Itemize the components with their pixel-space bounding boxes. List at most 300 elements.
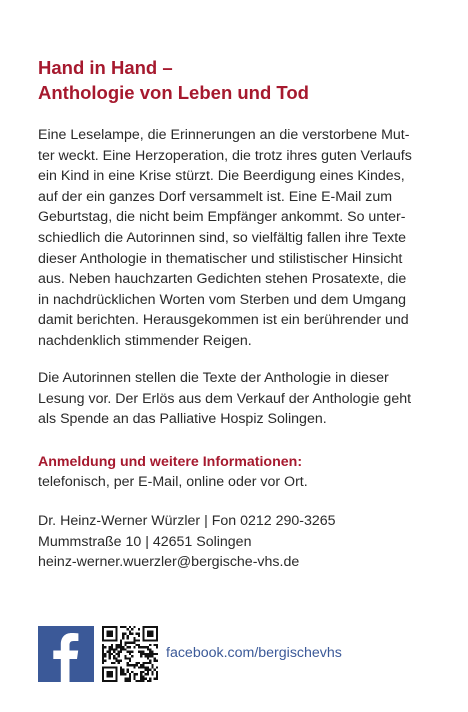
text-line: schiedlich die Autorinnen sind, so vielfältig fallen ihre Texte [38, 229, 407, 246]
qr-module [156, 630, 158, 632]
qr-module [151, 633, 153, 635]
qr-module [115, 653, 117, 655]
qr-module [118, 655, 120, 657]
qr-module [151, 626, 153, 628]
qr-module [118, 646, 120, 648]
qr-module [156, 635, 158, 637]
qr-module [140, 655, 142, 657]
qr-module [124, 657, 126, 659]
qr-module [109, 675, 111, 677]
qr-module [156, 673, 158, 675]
qr-module [142, 664, 144, 666]
description-paragraph-1 [38, 125, 450, 352]
qr-module [106, 635, 108, 637]
qr-module [154, 639, 156, 641]
qr-module [102, 666, 104, 668]
qr-module [145, 662, 147, 664]
qr-module [136, 673, 138, 675]
qr-module [156, 666, 158, 668]
qr-module [129, 646, 131, 648]
qr-module [138, 635, 140, 637]
qr-module [140, 673, 142, 675]
qr-module [109, 633, 111, 635]
qr-module [131, 642, 133, 644]
qr-module [133, 642, 135, 644]
text-line: ter weckt. Eine Herzoperation, die trotz ihres guten Verlaufs [38, 147, 412, 164]
qr-module [102, 671, 104, 673]
qr-module [106, 633, 108, 635]
qr-module [104, 660, 106, 662]
contact-email[interactable]: heinz-werner.wuerzler@bergische-vhs.de [38, 554, 300, 571]
text-line: nachdenklich stimmender Reigen. [38, 332, 252, 349]
qr-module [122, 669, 124, 671]
qr-module [133, 639, 135, 641]
qr-module [115, 626, 117, 628]
qr-module [109, 651, 111, 653]
qr-module [109, 626, 111, 628]
qr-module [109, 646, 111, 648]
qr-code-icon [102, 626, 158, 682]
qr-module [102, 637, 104, 639]
qr-module [129, 657, 131, 659]
info-heading: Anmeldung und weitere Informationen: [38, 454, 303, 470]
qr-module [124, 680, 126, 682]
qr-module [106, 671, 108, 673]
qr-module [106, 673, 108, 675]
qr-module [145, 673, 147, 675]
qr-module [102, 628, 104, 630]
qr-module [142, 639, 144, 641]
qr-module [136, 664, 138, 666]
qr-module [138, 639, 140, 641]
contact-block [38, 511, 336, 573]
qr-module [140, 671, 142, 673]
qr-module [102, 648, 104, 650]
qr-module [156, 637, 158, 639]
qr-module [106, 630, 108, 632]
qr-module [122, 673, 124, 675]
qr-module [149, 626, 151, 628]
qr-module [127, 628, 129, 630]
qr-module [138, 666, 140, 668]
qr-module [145, 666, 147, 668]
qr-module [142, 680, 144, 682]
qr-module [120, 639, 122, 641]
qr-module [156, 644, 158, 646]
qr-module [109, 671, 111, 673]
qr-module [106, 675, 108, 677]
text-line: dieser Anthologie in thematischer und stilistischer Hinsicht [38, 250, 403, 267]
qr-module [151, 673, 153, 675]
text-line: ein Kind in eine Krise stürzt. Die Beerdigung eines Kindes, [38, 168, 405, 185]
qr-module [127, 671, 129, 673]
qr-module [127, 635, 129, 637]
qr-module [120, 646, 122, 648]
qr-module [131, 651, 133, 653]
qr-module [102, 644, 104, 646]
qr-module [138, 662, 140, 664]
qr-module [111, 662, 113, 664]
qr-module [102, 651, 104, 653]
qr-module [120, 669, 122, 671]
qr-module [124, 626, 126, 628]
qr-module [129, 653, 131, 655]
qr-module [129, 664, 131, 666]
qr-module [149, 655, 151, 657]
qr-module [120, 673, 122, 675]
social-row [38, 626, 448, 682]
qr-module [129, 680, 131, 682]
qr-module [109, 666, 111, 668]
qr-module [149, 644, 151, 646]
qr-module [154, 644, 156, 646]
qr-module [111, 666, 113, 668]
qr-module [106, 666, 108, 668]
qr-module [115, 675, 117, 677]
qr-module [136, 644, 138, 646]
qr-module [147, 680, 149, 682]
text-line: Die Autorinnen stellen die Texte der Anthologie in dieser [38, 370, 389, 386]
qr-module [147, 639, 149, 641]
qr-module [118, 651, 120, 653]
qr-module [122, 626, 124, 628]
qr-module [149, 651, 151, 653]
qr-module [133, 626, 135, 628]
qr-module [129, 630, 131, 632]
qr-module [147, 630, 149, 632]
qr-module [127, 662, 129, 664]
qr-module [147, 633, 149, 635]
qr-module [124, 648, 126, 650]
qr-module [147, 666, 149, 668]
qr-module [118, 662, 120, 664]
qr-module [111, 653, 113, 655]
qr-module [111, 648, 113, 650]
qr-module [124, 655, 126, 657]
qr-module [111, 630, 113, 632]
qr-module [151, 664, 153, 666]
qr-module [151, 655, 153, 657]
qr-module [149, 630, 151, 632]
qr-module [138, 646, 140, 648]
qr-module [140, 666, 142, 668]
qr-module [104, 626, 106, 628]
qr-module [154, 678, 156, 680]
qr-module [147, 662, 149, 664]
qr-module [120, 642, 122, 644]
qr-module [149, 680, 151, 682]
qr-module [142, 651, 144, 653]
qr-module [115, 648, 117, 650]
qr-module [106, 651, 108, 653]
qr-module [127, 646, 129, 648]
qr-module [115, 657, 117, 659]
qr-module [109, 655, 111, 657]
qr-module [124, 644, 126, 646]
qr-module [120, 626, 122, 628]
qr-module [102, 635, 104, 637]
qr-module [104, 680, 106, 682]
qr-module [149, 662, 151, 664]
qr-module [111, 626, 113, 628]
qr-module [156, 671, 158, 673]
qr-module [122, 646, 124, 648]
qr-module [111, 639, 113, 641]
qr-module [122, 635, 124, 637]
qr-module [102, 633, 104, 635]
qr-module [156, 653, 158, 655]
qr-module [102, 669, 104, 671]
qr-module [124, 673, 126, 675]
qr-module [140, 678, 142, 680]
qr-module [156, 626, 158, 628]
qr-module [149, 639, 151, 641]
qr-module [140, 680, 142, 682]
qr-module [147, 673, 149, 675]
qr-module [120, 651, 122, 653]
qr-module [113, 657, 115, 659]
qr-module [142, 626, 144, 628]
qr-module [131, 655, 133, 657]
qr-module [115, 669, 117, 671]
qr-module [113, 662, 115, 664]
qr-module [102, 678, 104, 680]
qr-module [111, 673, 113, 675]
qr-module [142, 637, 144, 639]
qr-module [142, 635, 144, 637]
qr-module [109, 635, 111, 637]
description-paragraph-2 [38, 368, 450, 430]
qr-module [115, 673, 117, 675]
qr-module [131, 671, 133, 673]
qr-module [129, 660, 131, 662]
text-line: aus. Neben hauchzarten Gedichten stehen Prosatexte, die [38, 271, 407, 288]
qr-module [118, 653, 120, 655]
qr-module [104, 639, 106, 641]
qr-module [147, 671, 149, 673]
qr-module [156, 675, 158, 677]
qr-module [104, 653, 106, 655]
qr-module [115, 639, 117, 641]
qr-module [120, 644, 122, 646]
qr-module [145, 678, 147, 680]
qr-module [138, 680, 140, 682]
qr-module [102, 680, 104, 682]
qr-module [129, 642, 131, 644]
qr-module [151, 651, 153, 653]
qr-module [133, 637, 135, 639]
qr-module [113, 639, 115, 641]
text-line: Lesung vor. Der Erlös aus dem Verkauf der Anthologie geht [38, 390, 412, 407]
qr-module [109, 680, 111, 682]
qr-module [102, 655, 104, 657]
qr-module [138, 644, 140, 646]
qr-module [151, 666, 153, 668]
qr-module [136, 639, 138, 641]
qr-module [109, 639, 111, 641]
qr-module [145, 646, 147, 648]
qr-module [154, 660, 156, 662]
qr-module [156, 646, 158, 648]
qr-module [151, 639, 153, 641]
qr-module [145, 655, 147, 657]
qr-module [111, 675, 113, 677]
qr-module [102, 639, 104, 641]
qr-module [122, 637, 124, 639]
qr-module [133, 673, 135, 675]
text-line: in nachdrücklichen Worten vom Sterben und dem Umgang [38, 291, 407, 308]
qr-module [140, 646, 142, 648]
qr-module [149, 633, 151, 635]
qr-module [133, 666, 135, 668]
facebook-icon[interactable] [38, 626, 94, 682]
qr-module [111, 644, 113, 646]
qr-module [102, 630, 104, 632]
qr-module [147, 626, 149, 628]
qr-module [129, 651, 131, 653]
qr-module [111, 635, 113, 637]
qr-module [120, 671, 122, 673]
qr-module [113, 666, 115, 668]
qr-module [115, 635, 117, 637]
qr-module [156, 678, 158, 680]
qr-module [136, 680, 138, 682]
qr-module [127, 657, 129, 659]
qr-module [106, 626, 108, 628]
contact-name-phone: Dr. Heinz-Werner Würzler | Fon 0212 290-3265 [38, 513, 336, 529]
qr-module [113, 651, 115, 653]
text-line: Eine Leselampe, die Erinnerungen an die verstorbene Mut- [38, 127, 410, 143]
facebook-link[interactable]: facebook.com/bergischevhs [166, 645, 342, 661]
qr-module [136, 662, 138, 664]
qr-module [142, 633, 144, 635]
qr-module [124, 633, 126, 635]
qr-module [115, 666, 117, 668]
qr-module [151, 671, 153, 673]
qr-module [120, 660, 122, 662]
qr-module [113, 680, 115, 682]
qr-module [127, 664, 129, 666]
qr-module [154, 669, 156, 671]
qr-module [102, 675, 104, 677]
text-line: als Spende an das Palliative Hospiz Solingen. [38, 411, 327, 428]
qr-module [154, 653, 156, 655]
qr-module [120, 666, 122, 668]
qr-module [111, 633, 113, 635]
qr-module [109, 657, 111, 659]
qr-module [149, 660, 151, 662]
qr-module [133, 675, 135, 677]
qr-module [106, 639, 108, 641]
qr-module [129, 673, 131, 675]
qr-module [118, 660, 120, 662]
qr-module [131, 633, 133, 635]
qr-module [102, 626, 104, 628]
qr-module [131, 628, 133, 630]
qr-module [149, 635, 151, 637]
qr-module [102, 660, 104, 662]
qr-module [115, 630, 117, 632]
title-line-2: Anthologie von Leben und Tod [38, 82, 309, 103]
qr-module [151, 635, 153, 637]
qr-module [113, 626, 115, 628]
qr-module [104, 646, 106, 648]
qr-module [142, 653, 144, 655]
qr-module [127, 637, 129, 639]
qr-module [154, 657, 156, 659]
qr-module [151, 653, 153, 655]
qr-module [113, 655, 115, 657]
qr-module [102, 662, 104, 664]
qr-module [147, 653, 149, 655]
qr-module [129, 678, 131, 680]
qr-module [129, 626, 131, 628]
qr-module [109, 630, 111, 632]
qr-module [138, 651, 140, 653]
qr-module [124, 678, 126, 680]
qr-module [142, 628, 144, 630]
page-title [38, 55, 309, 105]
qr-module [145, 626, 147, 628]
qr-module [149, 678, 151, 680]
qr-module [115, 646, 117, 648]
qr-module [131, 664, 133, 666]
qr-module [156, 639, 158, 641]
qr-module [120, 648, 122, 650]
qr-module [142, 666, 144, 668]
qr-module [142, 630, 144, 632]
qr-module [142, 662, 144, 664]
qr-module [140, 653, 142, 655]
text-line: Geburtstag, die nicht beim Empfänger ankommt. So unter- [38, 209, 406, 226]
qr-module [138, 628, 140, 630]
qr-module [104, 666, 106, 668]
text-line: damit berichten. Herausgekommen ist ein berührender und [38, 312, 409, 329]
qr-module [111, 671, 113, 673]
qr-module [145, 653, 147, 655]
qr-module [111, 680, 113, 682]
qr-module [122, 633, 124, 635]
info-text: telefonisch, per E-Mail, online oder vor Ort. [38, 474, 308, 490]
qr-module [136, 633, 138, 635]
qr-module [147, 669, 149, 671]
qr-module [127, 669, 129, 671]
qr-module [118, 644, 120, 646]
qr-module [106, 680, 108, 682]
qr-module [115, 678, 117, 680]
qr-module [102, 673, 104, 675]
qr-module [115, 644, 117, 646]
qr-module [127, 680, 129, 682]
qr-module [115, 637, 117, 639]
qr-module [147, 646, 149, 648]
qr-module [149, 669, 151, 671]
qr-module [109, 653, 111, 655]
qr-module [109, 648, 111, 650]
qr-module [140, 664, 142, 666]
qr-module [102, 657, 104, 659]
title-line-1: Hand in Hand – [38, 57, 173, 78]
qr-module [127, 651, 129, 653]
qr-module [115, 660, 117, 662]
contact-address: Mummstraße 10 | 42651 Solingen [38, 533, 252, 550]
qr-module [151, 630, 153, 632]
qr-module [127, 678, 129, 680]
qr-module [102, 653, 104, 655]
qr-module [154, 626, 156, 628]
qr-module [124, 642, 126, 644]
qr-module [127, 642, 129, 644]
